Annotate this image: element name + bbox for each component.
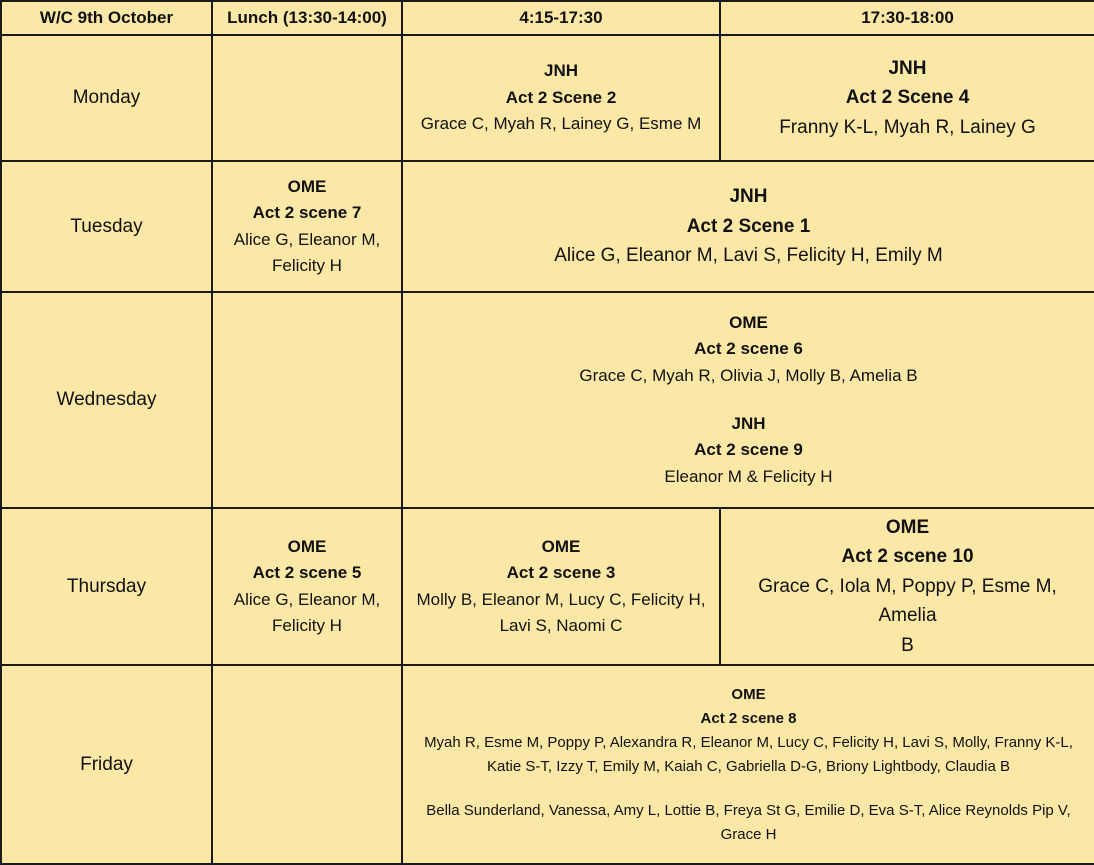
cast: Grace C, Myah R, Lainey G, Esme M	[420, 114, 702, 134]
cast: Molly B, Eleanor M, Lucy C, Felicity H,	[416, 589, 706, 609]
cast: Grace C, Iola M, Poppy P, Esme M,	[758, 575, 1057, 597]
scene: Act 2 scene 3	[506, 563, 616, 583]
slot1-header: 4:15-17:30	[402, 1, 720, 35]
day-tuesday: Tuesday	[1, 161, 212, 292]
scene: Act 2 scene 6	[694, 339, 803, 359]
day-thursday: Thursday	[1, 508, 212, 665]
monday-slot2-cell	[720, 35, 1094, 161]
week-header: W/C 9th October	[1, 1, 212, 35]
friday-lunch-cell	[212, 665, 402, 864]
tuesday-row	[1, 161, 1094, 292]
scene: Act 2 scene 9	[694, 440, 803, 460]
tuesday-slot-cell	[402, 161, 1094, 292]
monday-row	[1, 35, 1094, 161]
scene: Act 2 Scene 1	[686, 215, 811, 237]
cast: B	[901, 634, 914, 656]
cast: Alice G, Eleanor M, Lavi S, Felicity H, Emily M	[554, 245, 943, 267]
slot2-header: 17:30-18:00	[720, 1, 1094, 35]
scene: Act 2 Scene 2	[505, 87, 617, 107]
cast: Katie S-T, Izzy T, Emily M, Kaiah C, Gabriella D-G, Briony Lightbody, Claudia B	[487, 757, 1010, 775]
scene: Act 2 scene 5	[252, 563, 362, 583]
director: OME	[287, 176, 327, 196]
friday-row	[1, 665, 1094, 864]
day-monday: Monday	[1, 35, 212, 161]
cast: Grace C, Myah R, Olivia J, Molly B, Amelia B	[579, 365, 918, 385]
scene: Act 2 scene 8	[700, 709, 797, 727]
scene: Act 2 scene 7	[252, 203, 362, 223]
header-row	[1, 1, 1094, 35]
director: JNH	[731, 414, 766, 433]
director: OME	[731, 685, 766, 703]
director: OME	[287, 536, 327, 556]
thursday-row	[1, 508, 1094, 665]
lunch-header: Lunch (13:30-14:00)	[212, 1, 402, 35]
cast: Alice G, Eleanor M,	[233, 229, 381, 249]
cast: Felicity H	[272, 255, 342, 275]
cast: Alice G, Eleanor M,	[233, 589, 381, 609]
friday-slot-cell	[402, 665, 1094, 864]
wednesday-slot-cell	[402, 292, 1094, 508]
director: OME	[885, 516, 930, 538]
thursday-slot2-cell	[720, 508, 1094, 665]
scene: Act 2 scene 10	[841, 546, 974, 568]
director: OME	[729, 312, 768, 332]
cast: Felicity H	[272, 615, 342, 635]
cast: Grace H	[720, 825, 777, 843]
cast: Bella Sunderland, Vanessa, Amy L, Lottie B, Freya St G, Emilie D, Eva S-T, Alice Reynolds Pip V,	[426, 801, 1071, 819]
thursday-lunch-cell	[212, 508, 402, 665]
day-wednesday: Wednesday	[1, 292, 212, 508]
director: OME	[541, 536, 581, 556]
cast: Myah R, Esme M, Poppy P, Alexandra R, Eleanor M, Lucy C, Felicity H, Lavi S, Molly, Franny K-L,	[424, 733, 1073, 751]
monday-lunch-cell	[212, 35, 402, 161]
cast: Eleanor M & Felicity H	[664, 466, 833, 486]
tuesday-lunch-cell	[212, 161, 402, 292]
day-friday: Friday	[1, 665, 212, 864]
cast: Amelia	[878, 605, 937, 627]
director: JNH	[543, 61, 578, 81]
cast: Lavi S, Naomi C	[499, 615, 623, 635]
director: JNH	[888, 57, 927, 79]
thursday-slot1-cell	[402, 508, 720, 665]
monday-slot1-cell	[402, 35, 720, 161]
director: JNH	[729, 186, 768, 208]
cast: Franny K-L, Myah R, Lainey G	[779, 116, 1036, 138]
wednesday-row	[1, 292, 1094, 508]
scene: Act 2 Scene 4	[845, 87, 970, 109]
wednesday-lunch-cell	[212, 292, 402, 508]
